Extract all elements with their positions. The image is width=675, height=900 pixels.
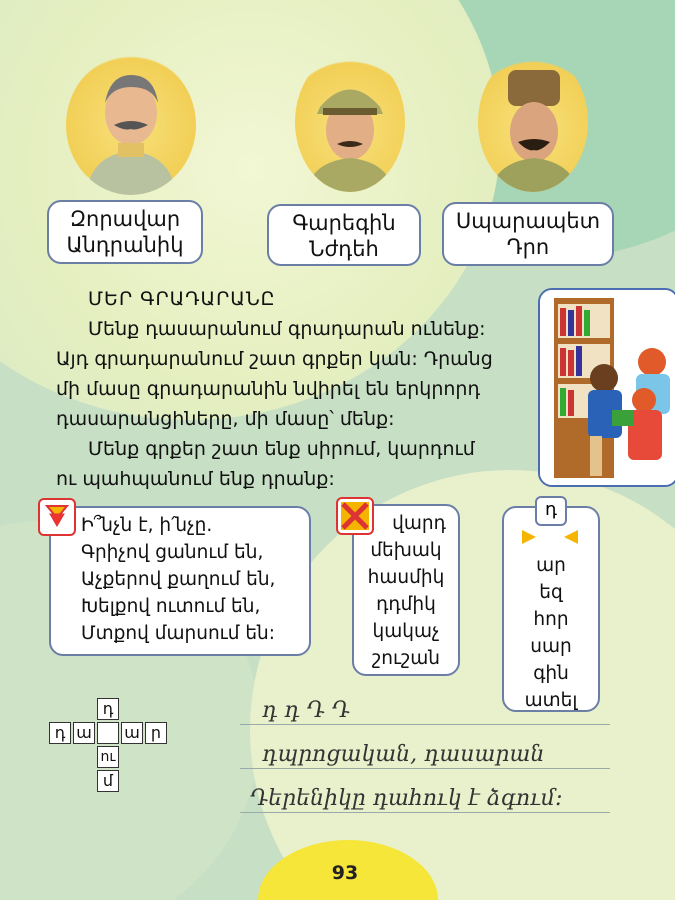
word-item: սար	[530, 636, 572, 657]
name-line-1: Գարեգին	[292, 211, 396, 235]
poem-line: Աչքերով քաղում են,	[81, 569, 276, 590]
poem-line: Մտքով մարսում են:	[81, 623, 276, 644]
word-item: վարդ	[392, 513, 446, 534]
name-line-2: Դրո	[506, 235, 550, 259]
crossword-cell[interactable]: ա	[121, 722, 143, 744]
crossword-cell[interactable]: մ	[97, 770, 119, 792]
text-line: Այդ գրադարանում շատ գրքեր կան: Դրանց	[56, 348, 493, 370]
word-item: գին	[533, 663, 569, 684]
text-title: ՄԵՐ ԳՐԱԴԱՐԱՆԸ	[88, 288, 276, 310]
cross-out-icon	[336, 497, 374, 535]
name-box-nzhdeh	[267, 204, 421, 266]
reading-text	[56, 284, 530, 494]
letter-tag: դ	[535, 496, 567, 526]
writing-rule	[240, 768, 610, 769]
poem-line: Խելքով ուտում են,	[81, 596, 261, 617]
word-item: կակաչ	[372, 621, 440, 642]
name-line-2: Նժդեհ	[309, 237, 379, 261]
word-item: մեխակ	[370, 540, 442, 561]
poem-line: Ի՞նչն է, ի՛նչը.	[81, 515, 213, 536]
text-line: մի մասը գրադարանին նվիրել են երկրորդ	[56, 378, 481, 400]
crossword-cell-empty[interactable]	[97, 722, 119, 744]
crossword-cell[interactable]: ա	[73, 722, 95, 744]
word-item: դդմիկ	[376, 594, 436, 615]
word-item: շուշան	[372, 648, 440, 669]
word-item: ատել	[524, 690, 578, 711]
arrow-left-icon	[520, 528, 538, 546]
crossword-cell[interactable]: դ	[49, 722, 71, 744]
name-box-andranik	[47, 200, 203, 264]
text-line: Մենք գրքեր շատ ենք սիրում, կարդում	[88, 438, 475, 460]
handwriting-line-1: դ դ Դ Դ	[262, 698, 350, 723]
page-number: 93	[331, 862, 359, 884]
writing-rule	[240, 812, 610, 813]
riddle-box	[49, 506, 311, 656]
handwriting-line-2: դպրոցական, դասարան	[262, 742, 545, 767]
library-illustration	[538, 288, 675, 487]
word-item: հոր	[533, 609, 569, 630]
arrow-right-icon	[562, 528, 580, 546]
word-item: հասմիկ	[367, 567, 445, 588]
portrait-andranik	[66, 55, 196, 195]
handwriting-line-3: Դերենիկը դահուկ է ձգում:	[250, 786, 563, 811]
word-list-letter-d	[502, 506, 600, 712]
crossword-cell[interactable]: դ	[97, 698, 119, 720]
writing-rule	[240, 724, 610, 725]
word-item: եզ	[539, 582, 563, 603]
poem-line: Գրիչով ցանում են,	[81, 542, 264, 563]
portrait-dro	[478, 52, 588, 192]
name-line-1: Զորավար	[69, 207, 181, 231]
text-line: դասարանցիները, մի մասը՝ մենք:	[56, 408, 395, 430]
text-line: ու պահպանում ենք դրանք:	[56, 468, 335, 490]
crossword-cell[interactable]: ու	[97, 746, 119, 768]
portrait-nzhdeh	[295, 52, 405, 192]
name-line-2: Անդրանիկ	[66, 233, 184, 257]
crossword-cell[interactable]: ր	[145, 722, 167, 744]
text-line: Մենք դասարանում գրադարան ունենք:	[88, 318, 486, 340]
name-line-1: Սպարապետ	[455, 209, 601, 233]
name-box-dro	[442, 202, 614, 266]
word-item: ար	[536, 555, 566, 576]
riddle-down-arrow-icon	[38, 498, 76, 536]
